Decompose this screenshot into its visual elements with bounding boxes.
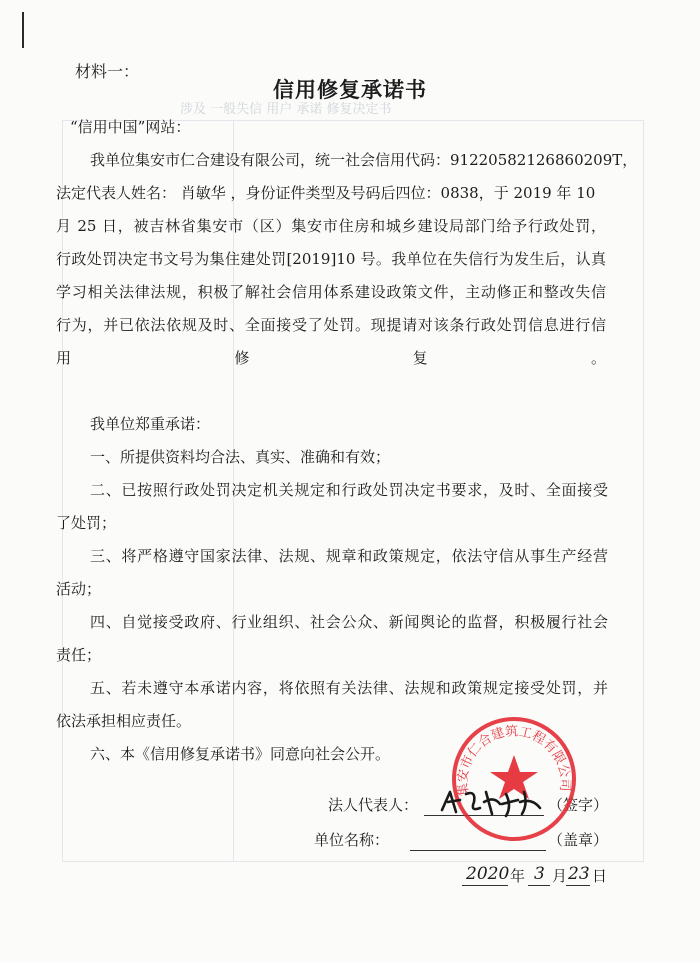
pledge-line: 二、已按照行政处罚决定机关规定和行政处罚决定书要求，及时、全面接受 <box>90 481 608 499</box>
pledge-intro: 我单位郑重承诺： <box>90 415 211 433</box>
body-line: 法定代表人姓名： 肖敏华 ，身份证件类型及号码后四位：0838，于 2019 年 10 <box>56 184 596 202</box>
page-title: 信用修复承诺书 <box>273 78 427 102</box>
pledge-line: 四、自觉接受政府、行业组织、社会公众、新闻舆论的监督，积极履行社会 <box>90 613 608 631</box>
pledge-line: 活动； <box>56 580 102 598</box>
date-month-line <box>528 885 550 886</box>
date-day: 23 <box>568 864 590 884</box>
body-line: 行为，并已依法依规及时、全面接受了处罚。现提请对该条行政处罚信息进行信 <box>56 316 606 334</box>
pledge-line: 五、若未遵守本承诺内容，将依照有关法律、法规和政策规定接受处罚，并 <box>90 679 608 697</box>
pledge-line: 了处罚； <box>56 514 117 532</box>
unit-name-note: （盖章） <box>548 831 609 849</box>
pledge-line: 六、本《信用修复承诺书》同意向社会公开。 <box>90 745 391 763</box>
body-line: 学习相关法律法规，积极了解社会信用体系建设政策文件，主动修正和整改失信 <box>56 283 606 301</box>
body-line: 月 25 日，被吉林省集安市（区）集安市住房和城乡建设局部门给予行政处罚， <box>56 217 606 235</box>
company-seal <box>450 715 578 843</box>
date-year: 2020 <box>466 864 510 884</box>
pledge-line: 三、将严格遵守国家法律、法规、规章和政策规定，依法守信从事生产经营 <box>90 547 608 565</box>
body-line: 行政处罚决定书文号为集住建处罚[2019]10 号。我单位在失信行为发生后，认真 <box>56 250 606 268</box>
body-line: 用修复。 <box>56 349 606 367</box>
material-label: 材料一： <box>75 62 140 81</box>
pledge-line: 责任； <box>56 646 102 664</box>
unit-name-label: 单位名称： <box>314 831 390 849</box>
bleed-through-text: 涉及 一般失信 用户 承诺 修复决定书 <box>180 102 392 117</box>
date-month: 3 <box>534 864 545 884</box>
pledge-line: 一、所提供资料均合法、真实、准确和有效； <box>90 448 391 466</box>
margin-mark <box>22 12 24 48</box>
unit-name-line <box>410 850 546 851</box>
legal-rep-note: （签字） <box>548 796 609 814</box>
date-year-line <box>462 885 508 886</box>
date-day-line <box>566 885 590 886</box>
date-year-unit: 年 <box>510 867 526 885</box>
date-month-unit: 月 <box>552 867 568 885</box>
recipient: “信用中国”网站： <box>70 118 191 136</box>
seal-text: 集安市仁合建筑工程有限公司 <box>455 724 573 798</box>
handwritten-signature <box>436 786 554 820</box>
body-line: 我单位集安市仁合建设有限公司，统一社会信用代码：91220582126860209T， <box>90 151 638 169</box>
pledge-line: 依法承担相应责任。 <box>56 712 192 730</box>
date-day-unit: 日 <box>592 867 608 885</box>
legal-rep-label: 法人代表人： <box>328 796 419 814</box>
